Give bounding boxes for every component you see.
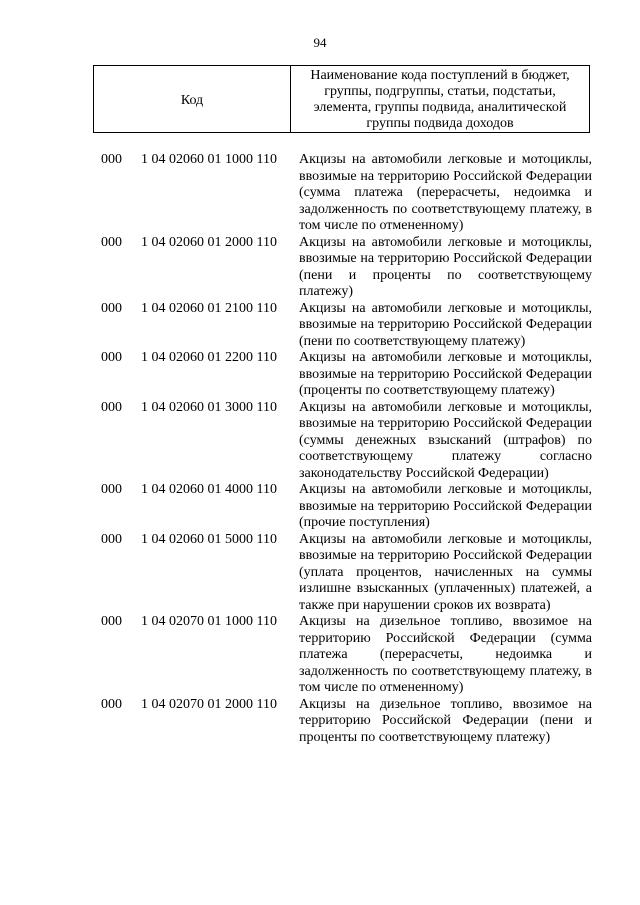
row-name: Акцизы на автомобили легковые и мотоциклы, ввозимые на территорию Российской Федерации (пени и проценты по соответствующему платежу) [299, 234, 592, 299]
row-code: 1 04 02060 01 4000 110 [141, 482, 277, 497]
row-prefix: 000 [101, 300, 122, 316]
table-row [0, 400, 640, 483]
table-row [0, 235, 640, 301]
page-number: 94 [313, 35, 327, 50]
row-name: Акцизы на автомобили легковые и мотоциклы, ввозимые на территорию Российской Федерации (пени по соответствующему платежу) [299, 300, 592, 349]
row-name: Акцизы на дизельное топливо, ввозимое на территорию Российской Федерации (сумма платежа (перерасчеты, недоимка и задолженность по соответствующему платежу, в том числе по отмененному) [299, 614, 592, 695]
row-code: 1 04 02060 01 1000 110 [141, 152, 277, 167]
table-row [0, 614, 640, 697]
row-code: 1 04 02060 01 2200 110 [141, 350, 277, 365]
table-row [0, 350, 640, 400]
row-prefix: 000 [101, 482, 122, 497]
row-name: Акцизы на автомобили легковые и мотоциклы, ввозимые на территорию Российской Федерации (прочие поступления) [299, 482, 592, 530]
table-row [0, 482, 640, 532]
row-code: 1 04 02060 01 2000 110 [141, 234, 277, 250]
row-code: 1 04 02060 01 5000 110 [141, 531, 277, 547]
row-code: 1 04 02070 01 1000 110 [141, 614, 277, 629]
row-prefix: 000 [101, 696, 122, 712]
row-name: Акцизы на автомобили легковые и мотоциклы, ввозимые на территорию Российской Федерации (уплата процентов, начисленных на суммы излишне взысканных (уплаченных) платежей, а также при нарушении сроков их возврата) [299, 531, 592, 613]
header-name-column: Наименование кода поступлений в бюджет, группы, подгруппы, статьи, подстатьи, элемента, группы подвида, аналитической группы подвида доходов [310, 68, 570, 131]
row-name: Акцизы на автомобили легковые и мотоциклы, ввозимые на территорию Российской Федерации (сумма платежа (перерасчеты, недоимка и задолженность по соответствующему платежу, в том числе по отмененному) [299, 152, 592, 233]
row-prefix: 000 [101, 399, 122, 415]
row-prefix: 000 [101, 152, 122, 167]
row-name: Акцизы на автомобили легковые и мотоциклы, ввозимые на территорию Российской Федерации (проценты по соответствующему платежу) [299, 350, 592, 398]
row-prefix: 000 [101, 614, 122, 629]
table-header [93, 65, 590, 133]
row-prefix: 000 [101, 234, 122, 250]
row-prefix: 000 [101, 531, 122, 547]
table-row [0, 532, 640, 615]
table-body [0, 152, 640, 746]
row-name: Акцизы на автомобили легковые и мотоциклы, ввозимые на территорию Российской Федерации (суммы денежных взысканий (штрафов) по соответствующему платежу согласно законодательству Российской Федерации) [299, 399, 592, 481]
row-code: 1 04 02060 01 3000 110 [141, 399, 277, 415]
row-code: 1 04 02060 01 2100 110 [141, 300, 277, 316]
row-code: 1 04 02070 01 2000 110 [141, 696, 277, 712]
table-row [0, 152, 640, 235]
row-prefix: 000 [101, 350, 122, 365]
table-row [0, 697, 640, 747]
header-code-column: Код [94, 66, 291, 132]
table-row [0, 301, 640, 351]
row-name: Акцизы на дизельное топливо, ввозимое на территорию Российской Федерации (пени и проценты по соответствующему платежу) [299, 696, 592, 745]
